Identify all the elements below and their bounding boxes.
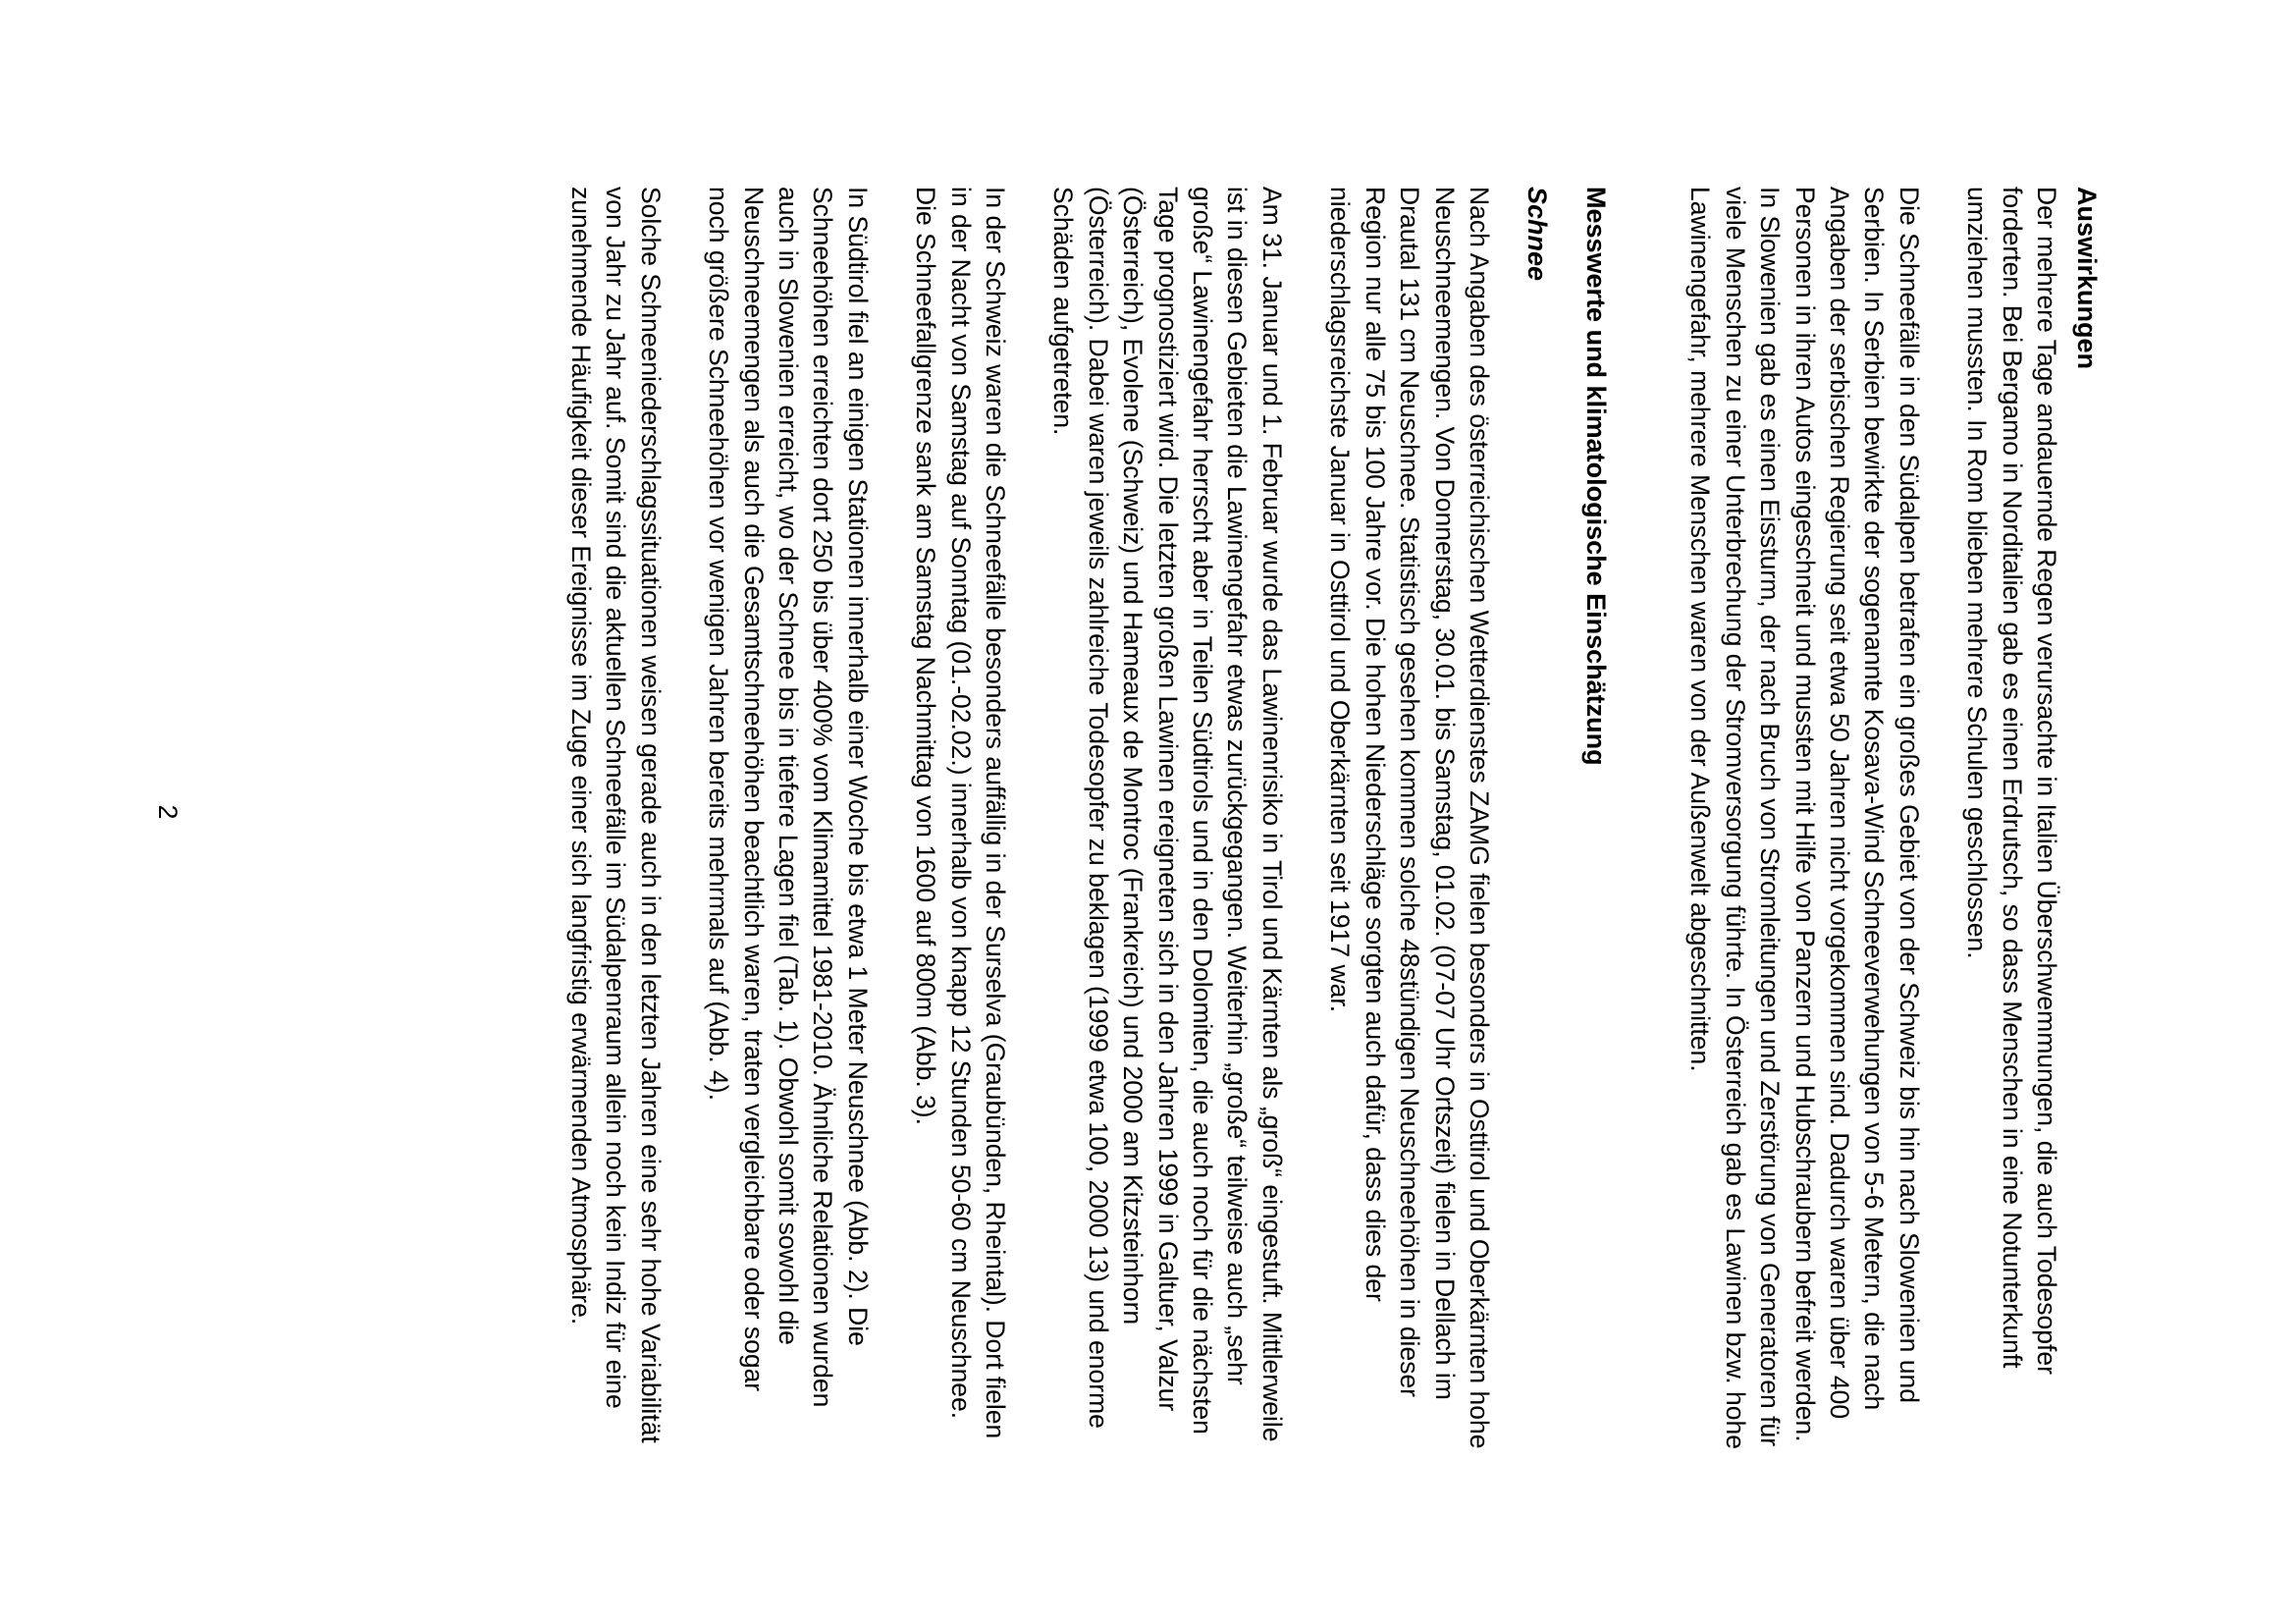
section-heading: Messwerte und klimatologische Einschätzung	[1580, 187, 1611, 766]
section-messwerte	[563, 187, 1614, 1453]
section-heading: Auswirkungen	[2072, 187, 2102, 370]
paragraph: Nach Angaben des österreichischen Wetterdienstes ZAMG fielen besonders in Osttirol und Oberkärnten hohe Neuschneemengen. Von Donnerstag, 30.01. bis Samstag, 01.02. (07-07 Uhr Ortszeit) fielen in Dellach im Drautal 131 cm Neuschnee. Statistisch gesehen kommen solche 48stündigen Neuschneehöhen in dieser Region nur alle 75 bis 100 Jahre vor. Die hohen Niederschläge sorgten auch dafür, dass dies der niederschlagsreichste Januar in Osttirol und Oberkärnten seit 1917 war.	[1325, 187, 1494, 1449]
paragraph: Am 31. Januar und 1. Februar wurde das Lawinenrisiko in Tirol und Kärnten als „groß“ eingestuft. Mittlerweile ist in diesen Gebieten die Lawinengefahr etwas zurückgegangen. Weiterhin „große“ teilweise auch „sehr große“ Lawinengefahr herrscht aber in Teilen Südtirols und in den Dolomiten, die auch noch für die nächsten Tage prognostiziert wird. Die letzten großen Lawinen ereigneten sich in den Jahren 1999 in Galtuer, Valzur (Österreich), Evolene (Schweiz) und Hameaux de Montroc (Frankreich) und 2000 am Kitzsteinhorn (Österreich). Dabei waren jeweils zahlreiche Todesopfer zu beklagen (1999 etwa 100, 2000 13) und enorme Schäden aufgetreten.	[1048, 187, 1287, 1442]
subsection-heading: Schnee	[1522, 187, 1552, 282]
page-number: 2	[153, 804, 183, 820]
paragraph: In der Schweiz waren die Schneefälle besonders auffällig in der Surselva (Graubünden, Rheintal). Dort fielen in der Nacht von Samstag auf Sonntag (01.-02.02.) innerhalb von knapp 12 Stunden 50-60 cm Neuschnee. Die Schneefallgrenze sank am Samstag Nachmittag von 1600 auf 800m (Abb. 3).	[911, 187, 1011, 1439]
paragraph: In Südtirol fiel an einigen Stationen innerhalb einer Woche bis etwa 1 Meter Neuschnee (Abb. 2). Die Schneehöhen erreichten dort 250 bis über 400% vom Klimamittel 1981-2010. Ähnliche Relationen wurden auch in Slowenien erreicht, wo der Schnee bis in tiefere Lagen fiel (Tab. 1). Obwohl somit sowohl die Neuschneemengen als auch die Gesamtschneehöhen beachtlich waren, traten vergleichbare oder sogar noch größere Schneehöhen vor wenigen Jahren bereits mehrmals auf (Abb. 4).	[704, 187, 873, 1408]
paragraph: Die Schneefälle in den Südalpen betrafen ein großes Gebiet von der Schweiz bis hin nach Slowenien und Serbien. In Serbien bewirkte der sogenannte Kosava-Wind Schneeverwehungen von 5-6 Metern, die nach Angaben der serbischen Regierung seit etwa 50 Jahren nicht vorgekommen sind. Dadurch waren über 400 Personen in ihren Autos eingeschneit und mussten mit Hilfe von Panzern und Hubschraubern befreit werden. In Slowenien gab es einen Eissturm, der nach Bruch von Stromleitungen und Zerstörung von Generatoren für viele Menschen zu einer Unterbrechung der Stromversorgung führte. In Österreich gab es Lawinen bzw. hohe Lawinengefahr, mehrere Menschen waren von der Außenwelt abgeschnitten.	[1685, 187, 1924, 1449]
page-content	[563, 187, 2105, 1453]
paragraph: Solche Schneeniederschlagssituationen weisen gerade auch in den letzten Jahren eine sehr hohe Variabilität von Jahr zu Jahr auf. Somit sind die aktuellen Schneefälle im Südalpenraum allein noch kein Indiz für eine zunehmende Häufigkeit dieser Ereignisse im Zuge einer sich langfristig erwärmenden Atmosphäre.	[566, 187, 666, 1443]
paragraph: Der mehrere Tage andauernde Regen verursachte in Italien Überschwemmungen, die auch Todesopfer forderten. Bei Bergamo in Norditalien gab es einen Erdrutsch, so dass Menschen in eine Notunterkunft umziehen mussten. In Rom blieben mehrere Schulen geschlossen.	[1962, 187, 2061, 1375]
section-auswirkungen	[1682, 187, 2105, 1453]
